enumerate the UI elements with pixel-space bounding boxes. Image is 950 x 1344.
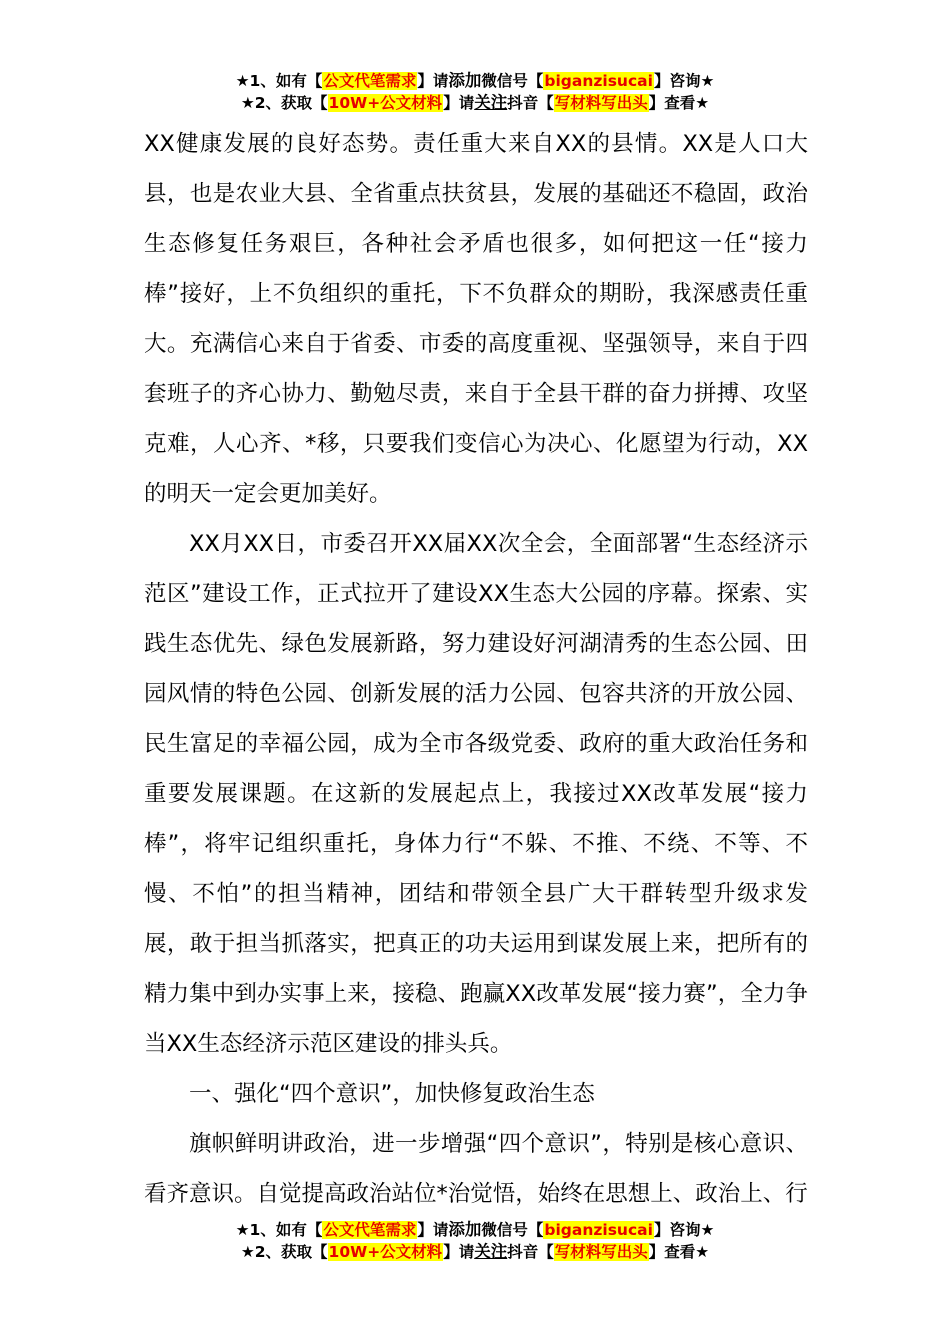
banner-text: 】请 [443, 1243, 475, 1261]
banner-text: 】查看★ [648, 1243, 710, 1261]
banner-text: 】请 [443, 94, 475, 112]
banner-line-1 [0, 1219, 950, 1241]
section-heading: 一、强化“四个意识”，加快修复政治生态 [189, 1081, 595, 1107]
banner-emphasis: 添加 [448, 1220, 482, 1239]
banner-line-2 [0, 1241, 950, 1263]
banner-text: ★2、获取【 [240, 94, 328, 112]
bottom-banner [0, 1219, 950, 1263]
banner-text: 微信号【 [481, 1221, 544, 1239]
banner-emphasis: 关注 [474, 93, 508, 112]
banner-line-2 [0, 92, 950, 114]
banner-highlight: biganzisucai [544, 72, 653, 90]
banner-line-1 [0, 70, 950, 92]
paragraph: XX月XX日，市委召开XX届XX次全会，全面部署“生态经济示范区”建设工作，正式拉开了建设XX生态大公园的序幕。探索、实践生态优先、绿色发展新路，努力建设好河湖清秀的生态公园、田园风情的特色公园、创新发展的活力公园、包容共济的开放公园、民生富足的幸福公园，成为全市各级党委、政府的重大政治任务和重要发展课题。在这新的发展起点上，我接过XX改革发展“接力棒”，将牢记组织重托，身体力行“不躲、不推、不绕、不等、不慢、不怕”的担当精神，团结和带领全县广大干群转型升级求发展，敢于担当抓落实，把真正的功夫运用到谋发展上来，把所有的精力集中到办实事上来，接稳、跑赢XX改革发展“接力赛”，全力争当XX生态经济示范区建设的排头兵。 [144, 531, 808, 1057]
banner-highlight: 10W+公文材料 [328, 94, 443, 112]
banner-text: 微信号【 [481, 72, 544, 90]
banner-text: ★1、如有【 [235, 1221, 323, 1239]
banner-highlight: 公文代笔需求 [323, 72, 417, 90]
banner-text: 】咨询★ [653, 1221, 715, 1239]
banner-text: 】请 [417, 1221, 449, 1239]
banner-text: ★1、如有【 [235, 72, 323, 90]
banner-text: 】查看★ [648, 94, 710, 112]
top-banner [0, 70, 950, 114]
banner-emphasis: 添加 [448, 71, 482, 90]
banner-emphasis: 关注 [474, 1242, 508, 1261]
banner-text: 抖音【 [507, 1243, 554, 1261]
document-body [144, 119, 808, 1219]
paragraph-continuation: XX健康发展的良好态势。责任重大来自XX的县情。XX是人口大县，也是农业大县、全省重点扶贫县，发展的基础还不稳固，政治生态修复任务艰巨，各种社会矛盾也很多，如何把这一任“接力棒”接好，上不负组织的重托，下不负群众的期盼，我深感责任重大。充满信心来自于省委、市委的高度重视、坚强领导，来自于四套班子的齐心协力、勤勉尽责，来自于全县干群的奋力拼搏、攻坚克难，人心齐、*移，只要我们变信心为决心、化愿望为行动，XX的明天一定会更加美好。 [144, 131, 808, 507]
banner-highlight: 写材料写出头 [554, 1243, 648, 1261]
banner-text: 抖音【 [507, 94, 554, 112]
banner-highlight: 写材料写出头 [554, 94, 648, 112]
banner-highlight: biganzisucai [544, 1221, 653, 1239]
banner-highlight: 公文代笔需求 [323, 1221, 417, 1239]
banner-text: 】请 [417, 72, 449, 90]
banner-text: 】咨询★ [653, 72, 715, 90]
paragraph: 旗帜鲜明讲政治，进一步增强“四个意识”，特别是核心意识、看齐意识。自觉提高政治站位*治觉悟，始终在思想上、政治上、行 [144, 1131, 808, 1207]
banner-text: ★2、获取【 [240, 1243, 328, 1261]
banner-highlight: 10W+公文材料 [328, 1243, 443, 1261]
